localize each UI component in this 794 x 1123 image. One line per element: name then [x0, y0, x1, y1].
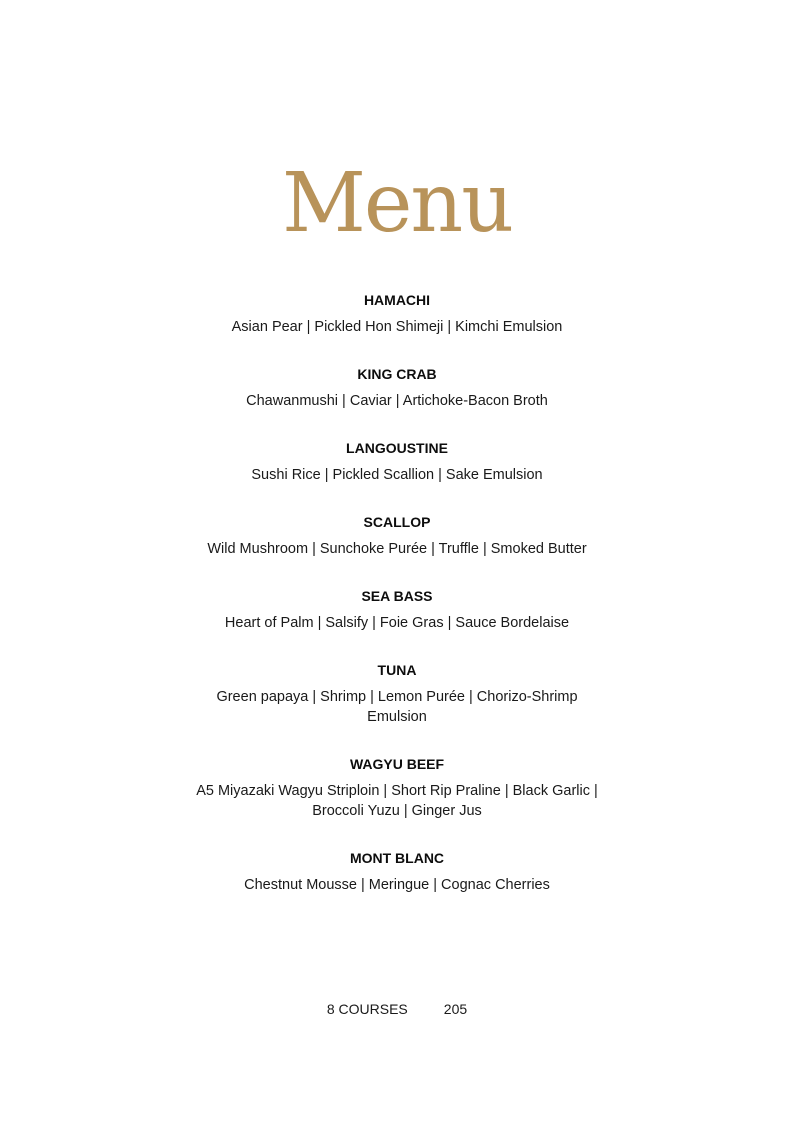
course-name: MONT BLANC — [349, 850, 445, 866]
menu-footer — [0, 999, 794, 1019]
course-description: Green papaya | Shrimp | Lemon Purée | Chorizo-Shrimp Emulsion — [216, 689, 578, 725]
course-item — [0, 290, 794, 337]
course-description: A5 Miyazaki Wagyu Striploin | Short Rip Praline | Black Garlic | Broccoli Yuzu | Ginger Jus — [196, 783, 598, 819]
course-description: Asian Pear | Pickled Hon Shimeji | Kimchi Emulsion — [231, 319, 563, 335]
course-name: SEA BASS — [361, 588, 433, 604]
course-item — [0, 848, 794, 895]
course-description: Chawanmushi | Caviar | Artichoke-Bacon Broth — [246, 393, 548, 409]
courses-count-label: 8 COURSES — [326, 1001, 408, 1017]
menu-title: Menu — [281, 155, 513, 251]
course-item — [0, 660, 794, 727]
course-description: Heart of Palm | Salsify | Foie Gras | Sauce Bordelaise — [224, 615, 570, 631]
course-item — [0, 754, 794, 821]
course-item — [0, 438, 794, 485]
course-description: Chestnut Mousse | Meringue | Cognac Cherries — [244, 877, 550, 893]
course-item — [0, 586, 794, 633]
course-name: WAGYU BEEF — [349, 756, 445, 772]
course-description: Wild Mushroom | Sunchoke Purée | Truffle | Smoked Butter — [207, 541, 587, 557]
course-name: LANGOUSTINE — [346, 440, 448, 456]
course-list — [0, 290, 794, 922]
course-description: Sushi Rice | Pickled Scallion | Sake Emulsion — [251, 467, 543, 483]
course-item — [0, 512, 794, 559]
course-name: KING CRAB — [357, 366, 437, 382]
course-item — [0, 364, 794, 411]
menu-price: 205 — [443, 1001, 468, 1017]
course-name: HAMACHI — [363, 292, 431, 308]
course-name: SCALLOP — [363, 514, 431, 530]
course-name: TUNA — [377, 662, 417, 678]
